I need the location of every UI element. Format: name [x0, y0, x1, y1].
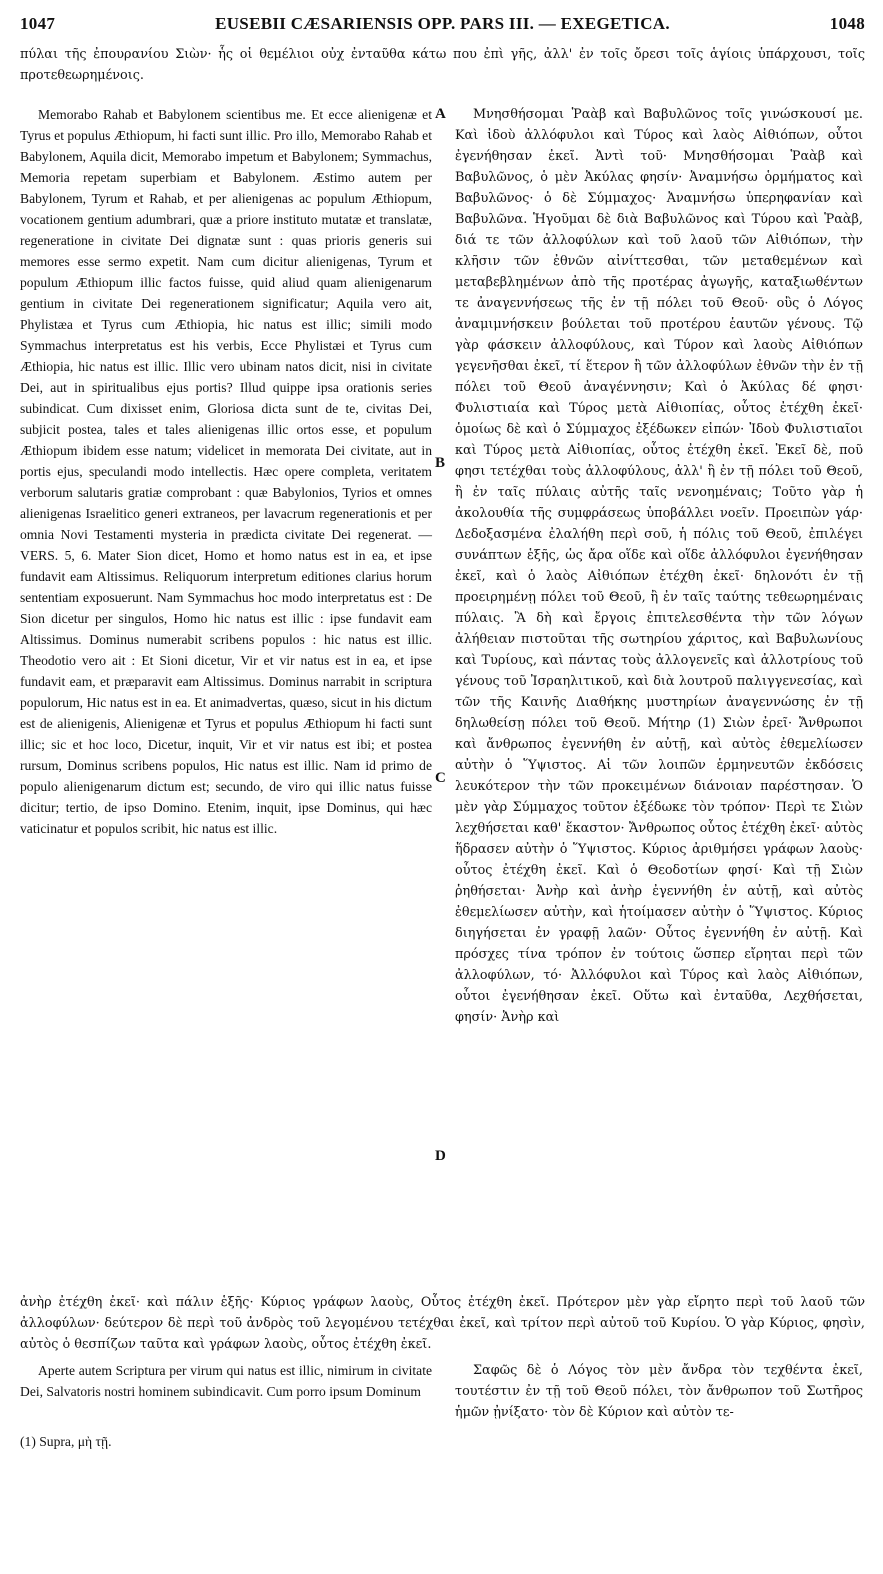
running-head — [20, 14, 865, 40]
footnote: (1) Supra, μὴ τῇ. — [20, 1434, 112, 1449]
full-width-greek: ἀνὴρ ἐτέχθη ἐκεῖ· καὶ πάλιν ἑξῆς· Κύριος γράφων λαοὺς, Οὗτος ἐτέχθη ἐκεῖ. Πρότερον μὲν γὰρ εἴρητο περὶ τοῦ λαοῦ τῶν ἀλλοφύλων· δεύτερον δὲ περὶ τοῦ ἀνδρὸς τοῦ λεγομένου τετέχθαι ἐκεῖ, καὶ τρίτον περὶ αὐτοῦ τοῦ Κυρίου. Ὁ γὰρ Κύριος, φησὶν, αὐτὸς ὁ θεσπίζων ταῦτα καὶ γράφων λαοὺς, οὗτος ἐτέχθη ἐκεῖ. — [20, 1295, 865, 1352]
latin-paragraph: Memorabo Rahab et Babylonem scientibus me. Et ecce alienigenæ et Tyrus et populus Æthiopum, hi facti sunt illic. Pro illo, Memorabo Rahab et Babylonem, Aquila dicit, Memorabo impetum et Babylonem; Symmachus, Memoria repetam superbiam et Babylonem. Æstimo autem per Babylonem, Tyrum et Rahab, et per alienigenas ac populum Æthiopum, vocationem gentium adumbrari, quæ a priore instituto mutatæ et translatæ, regeneratione in civitate Dei dignatæ sunt : quas prioris generis sui memores esse sermo expetit. Nam cum dicitur alienigenas, Tyrum et populum Æthiopum illic factos fuisse, quid aliud quam alienigenarum gentium in civitate Dei regenerationem significatur; Aquila vero ait, Phylistæa et Tyrus cum Æthiopia, hic natus est illic; simili modo Symmachus interpretatus est his verbis, Ecce Phylistæi et Tyrus cum Æthiopia, hic natus est illic. Illic vero ubinam natos dicit, nisi in civitate Dei, aut in spiritualibus ejus portis? Illud quippe ipsa orationis series subindicat. Cum dixisset enim, Gloriosa dicta sunt de te, civitas Dei, subjicit postea, tales et tales alienigenas illic ortos esse, et populum Æthiopum ibidem esse natum; videlicet in memorata Dei civitate, aut in portis ejus, speculandi modo intellectis. Hæc opere completa, veritatem verborum salutaris gratiæ comprobant : quæ Babylonios, Tyrios et omnes alienigenas Israelitico generi extraneos, per lavacrum regenerationis et per omnia Novi Testamenti mysteria in prædicta civitate Dei regenerat. — VERS. 5, 6. Mater Sion dicet, Homo et homo natus est in ea, et ipse fundavit eam Altissimus. Reliquorum interpretum editiones clarius horum sententiam exposuerunt. Nam Symmachus hoc modo interpretatus est : De Sion dicetur per singulos, Homo hic natus est illic : ipse fundavit eam Altissimus. Dominus numerabit scribens populos : hic natus est illic. Theodotio vero ait : Et Sioni dicetur, Vir et vir natus est in ea, et ipse fundavit eam, et præparavit eam Altissimus. Dominus narrabit in scriptura populorum, Hic natus est in ea. Et animadvertas, quæso, sicut in his dictum est de alienigenis, Alienigenæ et Tyrus et populus Æthiopum hi facti sunt illic; sic et hoc loco, Dicetur, inquit, Vir et vir natus est ibi; et postea rursum, Dominus scribens populos, Hic natus est illic. Nam id primo de populo alienigenarum dictum est; secundo, de viro qui illic natus fuisse dicitur; tertio, de ipso Domino. Etenim, inquit, ipse Dominus, qui hæc vaticinatur et populos scribit, hic natus est illic. — [20, 107, 432, 836]
bottom-greek-paragraph: Σαφῶς δὲ ὁ Λόγος τὸν μὲν ἄνδρα τὸν τεχθέντα ἐκεῖ, τουτέστιν ἐν τῇ τοῦ Θεοῦ πόλει, τὸν ἄνθρωπον τοῦ Σωτῆρος ἡμῶν ᾐνίξατο· τὸν δὲ Κύριον καὶ αὐτὸν τε- — [455, 1363, 863, 1420]
margin-letter-d: D — [435, 1148, 446, 1164]
margin-letter-b: B — [435, 455, 446, 471]
page-number-right: 1048 — [829, 14, 865, 33]
page-title: EUSEBII CÆSARIENSIS OPP. PARS III. — EXEGETICA. — [215, 14, 670, 33]
greek-paragraph: Μνησθήσομαι Ῥαὰβ καὶ Βαβυλῶνος τοῖς γινώσκουσί με. Καὶ ἰδοὺ ἀλλόφυλοι καὶ Τύρος καὶ λαὸς Αἰθιόπων, οὗτοι ἐγενήθησαν ἐκεῖ. Ἀντὶ τοῦ· Μνησθήσομαι Ῥαὰβ καὶ Βαβυλῶνος, ὁ μὲν Ἀκύλας φησίν· Ἀναμνήσω ὁρμήματος καὶ Βαβυλῶνος· ὁ δὲ Σύμμαχος· Ἀναμνήσω ὑπερηφανίαν καὶ Βαβυλῶνα. Ἡγοῦμαι δὲ διὰ Βαβυλῶνος καὶ Τύρου καὶ Ῥαὰβ, διά τε τῶν ἀλλοφύλων καὶ τοῦ λαοῦ τῶν Αἰθιόπων, τὴν κλῆσιν τῶν ἐθνῶν αἰνίττεσθαι, τῶν μεταθεμένων καὶ μεταβεβλημένων ἀπὸ τῆς προτέρας ἀγωγῆς, καταξιωθέντων τε ἀναγεννήσεως τῆς ἐν τῇ πόλει τοῦ Θεοῦ· οὓς ὁ Λόγος ἀναμιμνήσκειν βούλεται τοῦ προτέρου ἑαυτῶν γένους. Τῷ γὰρ φάσκειν ἀλλοφύλους, καὶ Τύρον καὶ λαοὺς Αἰθιόπων γεγενῆσθαι ἐκεῖ, τί ἕτερον ἢ τῶν ἀλλοφύλων ἐθνῶν τὴν ἐν τῇ πόλει τοῦ Θεοῦ ἀναγέννησιν; Καὶ ὁ Ἀκύλας δέ φησι· Φυλιστιαία καὶ Τύρος μετὰ Αἰθιοπίας, οὗτος ἐτέχθη ἐκεῖ· ὁμοίως δὲ καὶ ὁ Σύμμαχος ἐξέδωκεν εἰπών· Ἰδοὺ Φυλιστιαῖοι καὶ Τύρος μετὰ Αἰθιοπίας, οὗτος ἐτέχθη ἐκεῖ. Ἐκεῖ δὲ, ποῦ φησι τετέχθαι τοὺς ἀλλοφύλους, ἀλλ' ἢ ἐν τῇ πόλει τοῦ Θεοῦ, ἢ ἐν ταῖς πύλαις αὐτῆς ταῖς νενοημέναις; Τοῦτο γὰρ ἡ ἀκολουθία τῆς συμφράσεως ὑποβάλλει νοεῖν. Προειπὼν γάρ· Δεδοξασμένα ἐλαλήθη περὶ σοῦ, ἡ πόλις τοῦ Θεοῦ, ἐπιλέγει συνάπτων ἑξῆς, ὡς ἄρα οἵδε καὶ οἵδε ἀλλόφυλοι ἐγενήθησαν ἐκεῖ, καὶ ὁ λαὸς Αἰθιόπων ἐτέχθη ἐκεῖ· δηλονότι ἐν τῇ προειρημένῃ πόλει τοῦ Θεοῦ, ἢ ἐν ταῖς ταύτης τεθεωρημέναις πύλαις. Ἃ δὴ καὶ ἔργοις ἐπιτελεσθέντα τὴν τῶν λόγων ἀλήθειαν πιστοῦται τῆς σωτηρίου χάριτος, καὶ Βαβυλωνίους καὶ Τυρίους, καὶ πάντας τοὺς ἀλλογενεῖς καὶ ἀλλοτρίους τοῦ γένους τοῦ Ἰσραηλιτικοῦ, καὶ διὰ λουτροῦ παλιγγενεσίας, καὶ τῶν τῆς Καινῆς Διαθήκης μυστηρίων ἀναγεννώσης ἐν τῇ δηλωθείσῃ πόλει τοῦ Θεοῦ. Μήτηρ (1) Σιὼν ἐρεῖ· Ἄνθρωποι καὶ ἄνθρωπος ἐγεννήθη ἐν αὐτῇ, καὶ αὐτὸς ἐθεμελίωσεν αὐτὴν ὁ Ὕψιστος. Αἱ τῶν λοιπῶν ἑρμηνευτῶν ἐκδόσεις λευκότερον τὴν τῶν προκειμένων διάνοιαν παρέστησαν. Ὁ μὲν γὰρ Σύμμαχος τοῦτον ἐξέδωκε τὸν τρόπον· Περὶ τε Σιὼν λεχθήσεται καθ' ἕκαστον· Ἄνθρωπος οὗτος ἐτέχθη ἐκεῖ· αὐτὸς ἥδρασεν αὐτὴν ὁ Ὕψιστος. Κύριος ἀριθμήσει γράφων λαοὺς· οὗτος ἐτέχθη ἐκεῖ. Καὶ ὁ Θεοδοτίων φησί· Καὶ τῇ Σιὼν ῥηθήσεται· Ἀνὴρ καὶ ἀνὴρ ἐγεννήθη ἐν αὐτῇ, καὶ αὐτὸς ἐθεμελίωσεν αὐτὴν, καὶ ἡτοίμασεν αὐτὴν ὁ Ὕψιστος. Κύριος διηγήσεται ἐν γραφῇ λαῶν· Οὗτος ἐγεννήθη ἐν αὐτῇ. Καὶ πρόσχες τίνα τρόπον ἐν τούτοις ὥσπερ εἴρηται περὶ τῶν ἀλλοφύλων, τό· Ἀλλόφυλοι καὶ Τύρος καὶ λαὸς Αἰθιόπων, οὗτοι ἐγενήθησαν ἐκεῖ. Οὕτω καὶ ἐνταῦθα, Λεχθήσεται, φησίν· Ἀνὴρ καὶ — [455, 107, 863, 1025]
margin-letter-a: A — [435, 106, 446, 122]
bottom-greek-column — [455, 1360, 863, 1423]
greek-column — [455, 104, 863, 1028]
bottom-latin-paragraph: Aperte autem Scriptura per virum qui natus est illic, nimirum in civitate Dei, Salvatoris nostri hominem subindicavit. Cum porro ipsum Dominum — [20, 1363, 432, 1399]
page-number-left: 1047 — [20, 14, 56, 33]
margin-letter-c: C — [435, 770, 446, 786]
top-greek-paragraph: πύλαι τῆς ἐπουρανίου Σιὼν· ἧς οἱ θεμέλιοι οὐχ ἐνταῦθα κάτω που ἐπὶ γῆς, ἀλλ' ἐν τοῖς ὄρεσι τοῖς ἁγίοις ὑπάρχουσι, τοῖς προτεθεωρημένοις. — [20, 47, 865, 83]
bottom-latin-column — [20, 1360, 432, 1402]
latin-column — [20, 104, 432, 839]
